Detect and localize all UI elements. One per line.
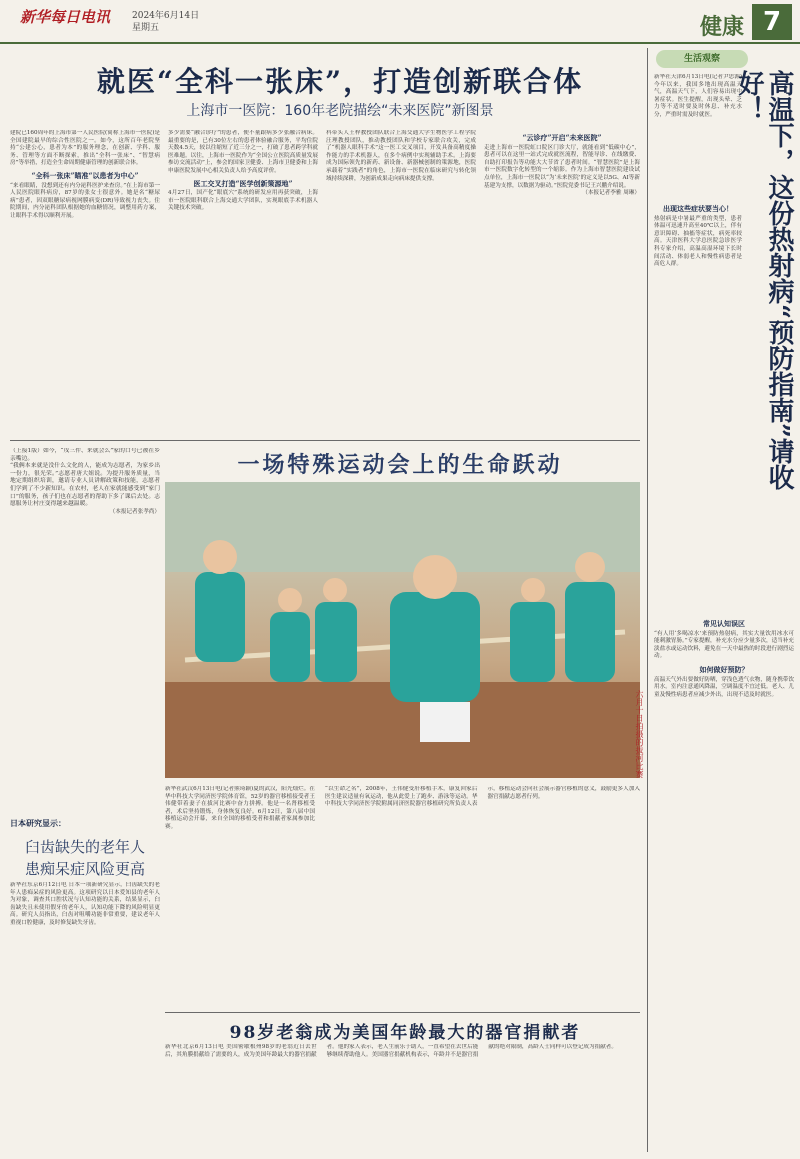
left-story-caption: （上接1版）如今，“戌三件、来就会么”家的口号已被在乡亲嘴边。	[10, 448, 160, 462]
main-body-1: “来看眼睛，没想到还有内分泌科医护来查房。”在上海市第一人民医院眼科病房，87岁的张女士很意外。她是名“糖尿病”患者，因双眼糖尿病视网膜病变(DR)导致视力丧失。住院期间，内分泌科团队根据她的血糖情况，调整用药方案，让眼科手术得以顺利开展。	[10, 182, 160, 219]
sport-column-1	[165, 786, 315, 1008]
heat-intro: 新华社天津6月13日电(记者尹思源)今年以来，我国多地出现高温天气，高温天气下，人们容易出现中暑症状。医生提醒，出现头晕、乏力等不适时要及时休息、补充水分，严重时需及时就医。	[654, 74, 742, 118]
japan-story-label: 日本研究显示：	[10, 818, 66, 828]
photo-caption: 六月十日拍摄的拔河比赛	[635, 690, 644, 778]
main-subtitle-3: 医工交叉打造“医学创新策源地”	[193, 178, 293, 188]
sport-body-2: “以生命之名”，2008年，王伟健受肝移植手术，康复回家后医生建议适量有氧运动，他从此爱上了跑步、游泳等运动。华中科技大学同济医学院附属同济医院器官移植研究所负责人表示，移植运动会向社会展示器官移植的意义，鼓励更多人加入器官捐献志愿者行列。	[325, 786, 640, 808]
sport-body-1: 新华社武汉6月13日电(记者熊琦颖)夏的武汉，阳光灿烂。在华中科技大学同济医学院体育馆，52岁的器官移植接受者王伟健带着妻子在拔河比赛中奋力拼搏。他是一名肾移植受者，术后坚持锻炼，身体恢复良好。6月12日，第八届中国移植运动会开幕，来自全国的移植受者和捐献者家属参加比赛。	[165, 786, 315, 830]
heat-body-2: “有人用‘多喝凉水’来预防热射病，其实大量饮用冰水可能刺激胃肠。”专家提醒，补充水分应少量多次，适当补充淡盐水或运动饮料，避免在一天中最热的时段进行剧烈运动。	[654, 630, 794, 660]
paper-name: 新华每日电讯	[20, 8, 111, 26]
main-column-1	[10, 130, 160, 438]
donor-body: 新华社北京6月13日电 美国密歇根州98岁的老翁近日去世后，其角膜捐献给了需要的人，成为美国年龄最大的器官捐献者。他的家人表示，老人生前乐于助人，一直希望在去世后能够继续帮助他人。美国器官捐献机构表示，年龄并不是器官捐献的绝对限制，高龄人士同样可以登记成为捐献者。	[165, 1044, 617, 1058]
section-name: 健康	[700, 15, 745, 40]
page-number: 7	[752, 4, 792, 40]
divider	[10, 440, 640, 441]
heat-subtitle-2: 常见认知误区	[703, 619, 745, 628]
main-body-3-end: 4月27日，国产化“眼底穴”系统的研发应用再获突破，上海市一医院眼科联合上海交通大学团队，实现眼底手术机器人关键技术突破。	[168, 190, 318, 212]
issue-weekday: 星期五	[132, 23, 160, 33]
masthead	[0, 0, 800, 44]
main-body-2: 多少需要“融合诊疗”的患者，便不量跟病多少张融合病床。最重要的是，已有30位左右的患者体验融合服务，平均住院天数4.5天，较以往缩短了近三分之一，打破了患者跨学科就医难题。以往，上海市一医院作为“全国公立医院高质量发展参访交流活动”上，参会的国家卫健委、上海市卫健委和上海申康医院发展中心相关负责人给予高度评价。	[168, 130, 318, 174]
heat-subtitle-1: 出现这些症状要当心！	[663, 204, 733, 213]
life-observation-logo: 生活观察	[656, 50, 748, 68]
left-story	[10, 448, 160, 808]
japan-story-body-col	[10, 882, 160, 1152]
main-column-4	[484, 130, 640, 438]
tug-of-war-illustration	[165, 482, 640, 778]
divider	[165, 1012, 640, 1013]
main-subtitle-2: “云诊疗”开启“未来医院”	[522, 133, 602, 142]
left-story-body: “我俩本来就是没什么文化的人，能成为志愿者，为家乡出一份力，很光荣。”志愿者唐大姐说。为提升服务质量，当地定期组织培训，邀请专业人员讲解政策和技能，志愿者们学到了不少新知识。在农村，老人在家就能感受到“家门口”的服务，孩子们也在志愿者的帮助下多了课后去处。志愿服务让村庄变得越来越温暖。	[10, 463, 160, 508]
left-story-byline: （本报记者张孝尚）	[109, 508, 160, 515]
main-subhead: 上海市一医院：160年老院描绘“未来医院”新图景	[186, 103, 494, 119]
donor-headline: 98岁老翁成为美国年龄最大的器官捐献者	[229, 1023, 581, 1043]
heat-subtitle-3: 如何做好预防？	[699, 664, 749, 674]
issue-date: 2024年6月14日	[132, 11, 200, 21]
heat-headline: 高温下，这份热射病“预防指南”请收好！	[734, 70, 794, 490]
main-body-4: 走进上海市一医院虹口院区门诊大厅，就能看到“低碳中心”，患者可以在这里一站式完成就医流程，智能导诊、在线缴费、自助打印报告等功能大大节省了患者时间。“智慧医院”是上海市一医院数字化转型的一个缩影。作为上海市智慧医院建设试点单位，上海市一医院以“为‘未来医院’的定义是以5G、AI等新基建为支撑，以数据为驱动。”医院党委书记王兴鹏介绍说。	[484, 144, 640, 189]
main-column-2	[168, 130, 318, 438]
japan-story-body: 新华社东京6月12日电 日本一项新研究显示，臼齿缺失的老年人患痴呆症的风险更高。这项研究以日本爱知县的老年人为对象，调查其口腔状况与认知功能的关系，结果显示，臼齿缺失且未使用假牙的老年人，认知功能下降的风险明显更高。研究人员指出，臼齿对咀嚼功能非常重要，建议老年人重视口腔健康，及时修复缺失牙齿。	[10, 882, 160, 926]
heat-intro-col	[654, 74, 742, 194]
main-byline: （本报记者李雅 周琳）	[582, 190, 640, 197]
japan-story-title-2: 患痴呆症风险更高	[24, 860, 145, 878]
sport-headline: 一场特殊运动会上的生命跃动	[237, 452, 563, 478]
heat-col-1	[654, 200, 742, 610]
main-column-3	[326, 130, 476, 438]
heat-body-3: 高温天气外出要做好防晒，穿浅色透气衣物，随身携带饮用水。室内注意通风降温，空调温度不宜过低。老人、儿童及慢性病患者应减少外出，出现不适及时就医。	[654, 676, 794, 698]
divider	[647, 48, 648, 1152]
heat-col-2	[654, 615, 794, 1155]
main-headline: 就医“全科一张床”，打造创新联合体	[96, 65, 584, 98]
sport-column-2	[325, 786, 640, 1008]
main-body-3: 科带头人王梓教授团队联合上海交通大学生物医学工程学院汪理教授团队，推动教授团队和学校专家联合攻关，完成了“机器人眼科手术”这一医工交叉项目，开发具备高精度操作能力的手术机器人，在多个病例中实现辅助手术。上海要成为国际领先的新药、新设备、新器械创制的策源地，医院承载着“实践者”的角色，上海市一医院在临床研究与转化领域持续深耕，为创新成果走向病床提供支撑。	[326, 130, 476, 182]
main-intro: 建院已160周年的上海市第一人民医院(简称上海市一医院)是全国建院最早的综合性医院之一。如今，这所百年老院坚持“公建公心，患者为本”的服务理念，在创新、学科、服务、管理等方面不断探索，推出“全科一张床”、“智慧病房”等举措，打造全生命周期健康管理的创新联合体。	[10, 130, 160, 167]
heat-body-1: 热射病是中暑最严重的类型，患者体温可迅速升高至40℃以上，伴有意识障碍、抽搐等症状，病死率较高。天津医科大学总医院急诊医学科专家介绍，高温高湿环境下长时间活动、体弱老人和慢性病患者是高危人群。	[654, 215, 742, 268]
main-subtitle-1: “全科一张床”瞄准“以患者为中心”	[31, 170, 139, 180]
donor-columns	[165, 1044, 640, 1152]
japan-story-title-1: 臼齿缺失的老年人	[24, 838, 145, 856]
tug-of-war-photo	[165, 482, 640, 778]
